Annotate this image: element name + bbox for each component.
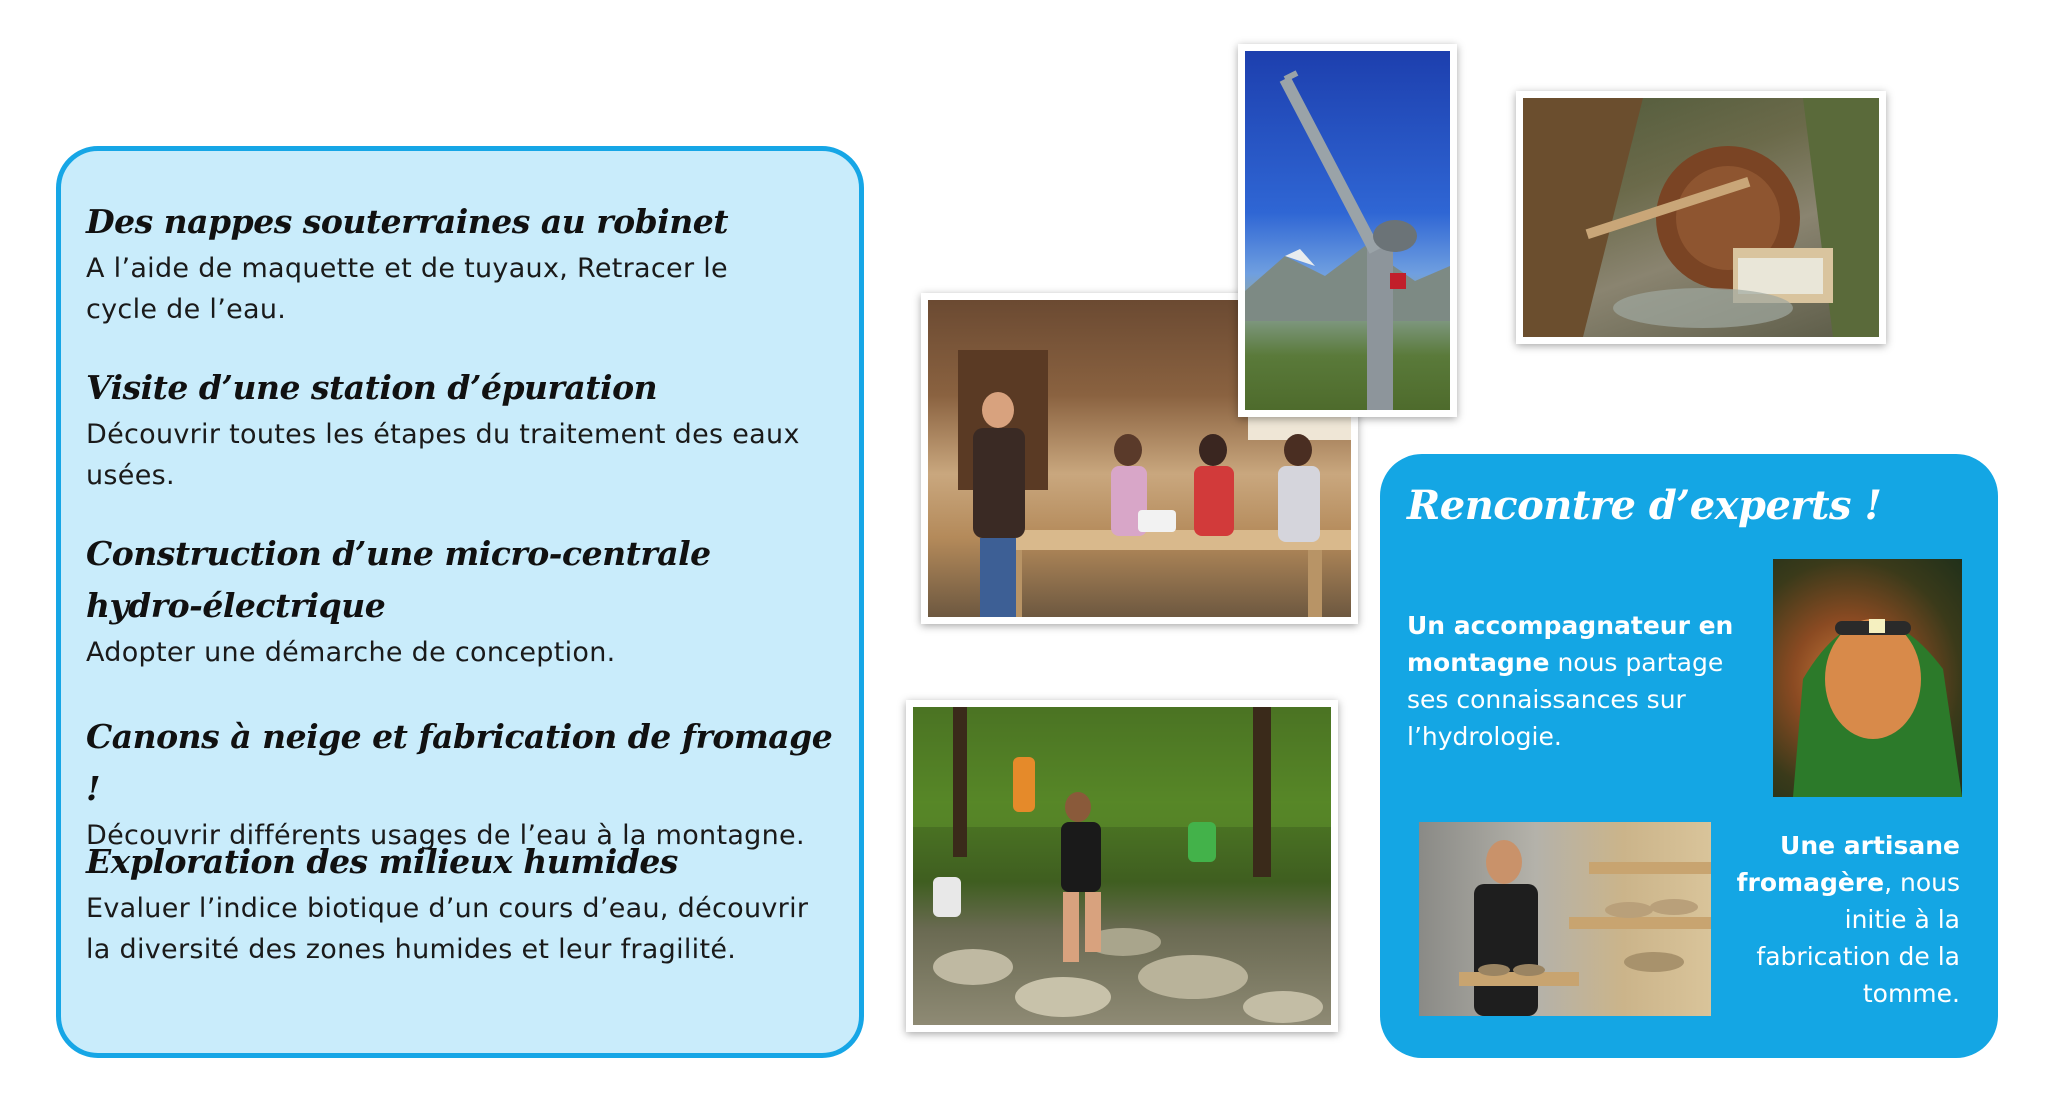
activity-description: Découvrir toutes les étapes du traitement des eaux usées. — [86, 419, 800, 491]
snow-cannon-photo — [1238, 44, 1457, 417]
cheese-maker-description: , nous initie à la fabrication de la tomme. — [1756, 868, 1960, 1008]
activity-title: Construction d’une micro-centrale hydro-électrique — [86, 534, 711, 625]
activity-aquifer — [86, 196, 856, 330]
cheese-maker-label: Une artisane fromagère — [1736, 831, 1960, 897]
cheese-maker-text — [1727, 827, 1960, 1012]
mountain-guide-label: Un accompagnateur en montagne — [1407, 611, 1734, 677]
activity-description: Adopter une démarche de conception. — [86, 637, 616, 668]
activity-description: Evaluer l’indice biotique d’un cours d’eau, découvrir la diversité des zones humides et leur fragilité. — [86, 893, 809, 965]
water-wheel-photo — [1516, 91, 1886, 344]
mountain-guide-photo — [1773, 559, 1962, 797]
activity-treatment-plant — [86, 362, 856, 496]
cheese-maker-photo — [1419, 822, 1711, 1016]
experts-title: Rencontre d’experts ! — [1407, 482, 1882, 529]
activity-description: Découvrir différents usages de l’eau à la montagne. — [86, 820, 805, 851]
activity-title: Exploration des milieux humides — [86, 842, 678, 881]
activity-wetlands — [86, 836, 856, 970]
activity-title: Canons à neige et fabrication de fromage ! — [86, 717, 833, 808]
mountain-guide-text — [1407, 607, 1737, 755]
forest-stream-photo — [906, 700, 1338, 1032]
mountain-guide-description: nous partage ses connaissances sur l’hydrologie. — [1407, 648, 1724, 751]
activity-description: A l’aide de maquette et de tuyaux, Retracer le cycle de l’eau. — [86, 253, 728, 325]
activity-title: Visite d’une station d’épuration — [86, 368, 658, 407]
activity-micro-hydro — [86, 528, 856, 673]
activity-snow-cheese — [86, 711, 856, 856]
activity-title: Des nappes souterraines au robinet — [86, 202, 728, 241]
